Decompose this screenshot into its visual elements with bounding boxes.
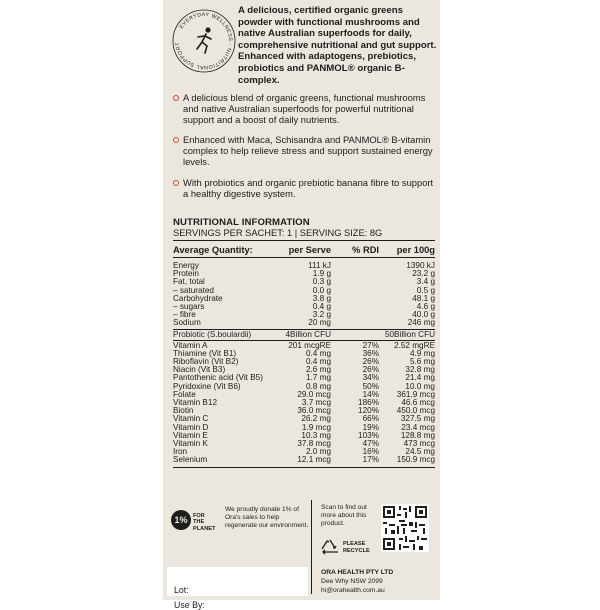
rdi-value: 17% (362, 455, 379, 465)
nutrition-row (173, 262, 435, 270)
nutrient-name: Vitamin D (173, 422, 209, 432)
per-serve-value: 111 kJ (308, 261, 331, 270)
rdi-value: 66% (362, 414, 379, 424)
svg-text:EVERYDAY WELLNESS · NUTRITIONA (175, 12, 233, 70)
per-serve-value: 12.1 mcg (297, 455, 331, 465)
rdi-value (331, 270, 379, 278)
per-serve-value: 37.8 mcg (297, 438, 331, 448)
per-serve-value: 1.9 mcg (301, 422, 331, 432)
rdi-value (331, 303, 379, 311)
per-100g-value: 3.4 g (416, 277, 435, 287)
benefit-item (173, 177, 435, 199)
per-serve-value: 36.0 mcg (297, 406, 331, 416)
nutrition-row (173, 311, 435, 319)
nutrient-name: – fibre (173, 310, 196, 320)
header-per-100g: per 100g (396, 245, 435, 255)
qr-code-icon[interactable] (381, 504, 429, 552)
recycle-label (343, 541, 370, 555)
nutrient-name: Thiamine (Vit B1) (173, 348, 237, 358)
use-by-label: Use By: (174, 600, 205, 610)
company-address: Dee Why NSW 2099 (321, 578, 383, 585)
rdi-value: 34% (362, 373, 379, 383)
per-serve-value: 3.7 mcg (301, 398, 331, 407)
label-footer (163, 496, 440, 610)
rdi-value: 19% (362, 422, 379, 432)
nutrient-name: Folate (173, 389, 196, 399)
one-percent-for-the-planet-logo (171, 510, 216, 532)
per-100g-value: 5.6 mg (409, 357, 435, 367)
per-serve-value: 0.4 g (312, 301, 331, 311)
nutrient-name: Vitamin C (173, 414, 209, 424)
per-100g-value: 1390 kJ (406, 261, 435, 270)
header-per-serve: per Serve (288, 245, 331, 255)
nutrient-name: Biotin (173, 406, 194, 416)
per-serve-value: 201 mcgRE (288, 340, 331, 350)
nutrition-row (173, 295, 435, 303)
nutrient-name: Sodium (173, 318, 201, 328)
rdi-value (331, 311, 379, 319)
rdi-value (331, 295, 379, 303)
per-100g-value: 10.0 mg (405, 381, 435, 391)
nutrition-panel (173, 217, 435, 468)
nutrition-row (173, 303, 435, 311)
nutrition-table-end (173, 467, 435, 468)
nutrition-row (173, 440, 435, 448)
rdi-value: 103% (358, 430, 379, 440)
per-100g-value: 24.5 mg (405, 447, 435, 457)
recycle-text-line: RECYCLE (343, 547, 370, 554)
nutrient-name: – sugars (173, 301, 205, 311)
badge-ring-text: EVERYDAY WELLNESS · NUTRITIONAL SUPPORT (174, 11, 234, 71)
scan-note: Scan to find out more about this product. (321, 504, 367, 528)
rdi-value (331, 319, 379, 327)
rdi-value: 120% (358, 406, 379, 416)
per-serve-value: 29.0 mcg (297, 389, 331, 399)
bullet-circle-icon (173, 95, 179, 101)
per-serve-value: 3.2 g (312, 310, 331, 320)
rdi-value (331, 331, 379, 339)
benefit-text: Enhanced with Maca, Schisandra and PANMOL® B-vitamin complex to help relieve stress and support sustained energy levels. (183, 134, 433, 168)
everyday-wellness-badge (171, 8, 237, 74)
nutrient-name: Vitamin E (173, 430, 208, 440)
nutrition-row (173, 456, 435, 464)
per-100g-value: 361.9 mcg (396, 389, 435, 399)
nutrition-row (173, 329, 435, 339)
per-serve-value: 2.6 mg (305, 365, 331, 375)
per-100g-value: 0.5 g (416, 285, 435, 295)
donation-note: We proudly donate 1% of Ora's sales to help regenerate our environment. (225, 506, 309, 530)
rdi-value (331, 287, 379, 295)
benefit-item (173, 134, 435, 167)
product-label-panel (163, 0, 440, 610)
per-serve-value: 0.8 mg (305, 381, 331, 391)
company-email[interactable]: hi@orahealth.com.au (321, 587, 385, 594)
company-info (321, 568, 393, 595)
per-serve-value: 0.4 mg (305, 348, 331, 358)
per-100g-value: 4.6 g (416, 301, 435, 311)
per-100g-value: 23.2 g (412, 269, 435, 279)
running-figure-icon (197, 27, 211, 53)
benefit-text: A delicious blend of organic greens, functional mushrooms and native Australian superfoods for powerful nutritional support and a boost of daily nutrients. (183, 92, 426, 126)
per-100g-value: 32.8 mg (405, 365, 435, 375)
nutrient-name: Vitamin A (173, 340, 208, 350)
nutrition-rows (173, 262, 435, 465)
rdi-value: 50% (362, 381, 379, 391)
per-100g-value: 450.0 mcg (396, 406, 435, 416)
per-serve-value: 0.4 mg (305, 357, 331, 367)
nutrient-name: Carbohydrate (173, 293, 223, 303)
per-100g-value: 2.52 mgRE (394, 340, 435, 350)
bullet-circle-icon (173, 137, 179, 143)
rdi-value: 16% (362, 447, 379, 457)
rdi-value: 14% (362, 389, 379, 399)
nutrient-name: Vitamin B12 (173, 398, 217, 407)
rdi-value: 47% (362, 438, 379, 448)
footer-divider (311, 500, 312, 594)
nutrient-name: Riboflavin (Vit B2) (173, 357, 239, 367)
header-quantity: Average Quantity: (173, 245, 253, 255)
nutrient-name: Pyridoxine (Vit B6) (173, 381, 241, 391)
per-serve-value: 20 mg (308, 318, 331, 328)
per-serve-value: 26.2 mg (301, 414, 331, 424)
per-100g-value: 23.4 mcg (401, 422, 435, 432)
recycle-icon (318, 538, 342, 558)
per-100g-value: 473 mcg (403, 438, 435, 448)
nutrient-name: Iron (173, 447, 188, 457)
rdi-value: 26% (362, 365, 379, 375)
nutrient-name: Fat, total (173, 277, 205, 287)
rdi-value: 36% (362, 348, 379, 358)
bullet-circle-icon (173, 180, 179, 186)
per-100g-value: 40.0 g (412, 310, 435, 320)
per-serve-value: 1.7 mg (305, 373, 331, 383)
product-intro: A delicious, certified organic greens powder with functional mushrooms and native Australian superfoods for daily, comprehensive nutritional and gut support. Enhanced with adaptogens, prebiotics, probiotics and PANMOL® organic B-complex. (238, 5, 437, 86)
per-100g-value: 46.6 mcg (401, 398, 435, 407)
nutrient-name: Niacin (Vit B3) (173, 365, 226, 375)
per-serve-value: 0.0 g (312, 285, 331, 295)
per-100g-value: 4.9 mg (409, 348, 435, 358)
rdi-value (331, 278, 379, 286)
benefit-text: With probiotics and organic prebiotic banana fibre to support a healthy digestive system. (183, 176, 434, 199)
nutrient-name: Vitamin K (173, 438, 208, 448)
nutrient-name: Probiotic (S.boulardii) (173, 329, 252, 339)
per-serve-value: 0.3 g (312, 277, 331, 287)
per-serve-value: 3.8 g (312, 293, 331, 303)
per-100g-value: 128.8 mg (400, 430, 435, 440)
rdi-value: 26% (362, 357, 379, 367)
rdi-value: 186% (358, 398, 379, 407)
nutrient-name: Protein (173, 269, 199, 279)
rdi-value: 27% (362, 340, 379, 350)
company-name: ORA HEALTH PTY LTD (321, 569, 394, 576)
benefit-item (173, 92, 435, 125)
nutrition-row (173, 270, 435, 278)
nutrient-name: Energy (173, 261, 199, 270)
per-100g-value: 150.9 mcg (396, 455, 435, 465)
per-100g-value: 48.1 g (412, 293, 435, 303)
benefit-list (173, 92, 435, 208)
per-100g-value: 246 mg (407, 318, 435, 328)
ftp-text-line: PLANET (193, 525, 216, 532)
ftp-logo-text (193, 513, 215, 532)
nutrient-name: Pantothenic acid (Vit B5) (173, 373, 263, 383)
one-percent-circle: 1% (171, 510, 191, 530)
rdi-value (331, 262, 379, 270)
nutrition-title: NUTRITIONAL INFORMATION (173, 217, 310, 228)
nutrient-name: – saturated (173, 285, 214, 295)
per-serve-value: 1.9 g (312, 269, 331, 279)
per-serve-value: 10.3 mg (301, 430, 331, 440)
per-serve-value: 2.0 mg (305, 447, 331, 457)
ftp-text-line: FOR THE (193, 513, 205, 526)
per-100g-value: 21.4 mg (405, 373, 435, 383)
servings-info: SERVINGS PER SACHET: 1 | SERVING SIZE: 8G (173, 228, 435, 241)
per-100g-value: 327.5 mg (400, 414, 435, 424)
nutrition-row (173, 319, 435, 327)
per-serve-value: 4Billion CFU (285, 329, 331, 339)
nutrition-header-row (173, 243, 435, 258)
recycle-text-line: PLEASE (343, 541, 366, 547)
nutrient-name: Selenium (173, 455, 208, 465)
lot-label: Lot: (174, 585, 189, 595)
per-100g-value: 50Billion CFU (384, 329, 435, 339)
header-rdi: % RDI (352, 245, 379, 255)
